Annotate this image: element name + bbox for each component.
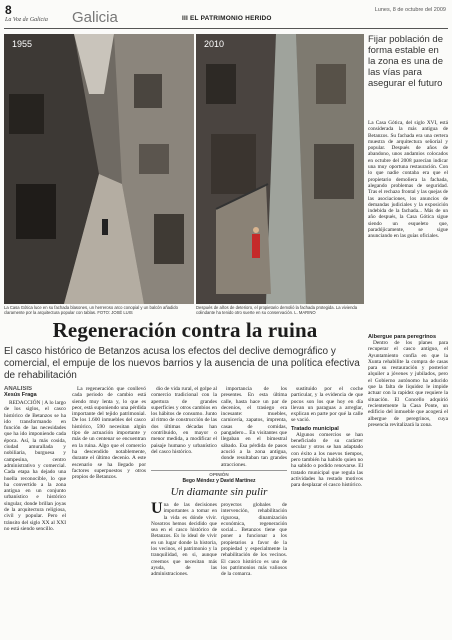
article-column-1 [4,386,66,636]
issue-date: Lunes, 8 de octubre del 2009 [374,7,446,13]
article-column-2 [72,386,146,636]
article-column-5 [291,386,363,636]
drop-cap: U [151,502,163,517]
opinion-column-2 [221,502,287,636]
opinion-label: OPINIÓN [151,470,287,477]
street-photo-new [196,34,364,304]
article-deck: El casco histórico de Betanzos acusa los efectos del declive demográfico y comercial, el empuje de los nuevos barrios y la ausencia de una política efectiva de rehabilitación [4,346,360,381]
article-column-4 [221,386,287,466]
page-number: 8 [5,3,12,17]
sidebar-body: La Casa Gótica, del siglo XVI, está considerada la más antigua de Betanzos. Su fachada era una certera muestra de arquitectura señorial y popular. Después de años de abandono, unos andamios colocados en octubre del 2008 parecían indicar una muy oportuna restauración. Con lo que nadie contaba era que el propietario demoliera la fachada, alegando problemas de seguridad. Tras el rechazo frontal y las quejas de las asociaciones, los anuncios de demandas judiciales y la exposición indebida de la fachada... Más de un año después, la Casa Gótica sigue siendo un esqueleto que, paradójicamente, se sigue anunciando en las guías oficiales. [368,120,448,240]
newspaper-name: La Voz de Galicia [5,17,48,23]
opinion-column-1 [151,502,217,636]
year-label-old: 1955 [12,39,33,49]
article-col5b-text: Algunos comercios se han beneficiado de su carácter secular y otros se han adaptado con éxito a los nuevos tiempos, pero también ha habido quien no ha sabido o podido renovarse. El tratado municipal que regula las actividades ha restado motivos para desplazar el casco histórico. [291,431,363,489]
sidebar-sub-body: Dentro de los planes para recuperar el casco antiguo, el Ayuntamiento confía en que la Xunta rehabilite la compra de casas para su restauración y posterior alquiler a jóvenes y jubilados, pero el Gobierno autónomo ha aducido que la falta de liquidez le impide actuar con la rapidez que requiere la situación. El Concello adquirió recientemente la Casa Ponte, un edificio del inmueble que acogerá el albergue de peregrinos, cuya presencia revitalizará la zona. [368,340,448,428]
article-column-3 [151,386,217,466]
photo-caption-right: Después de años de deterioro, el propietario demolió la fachada protegida. La vivienda colindante ha tenido otro suerte en su conservación. L. MARINO [196,305,358,315]
page-header [4,3,448,29]
article-col3-text: dio de vida rural, el golpe al comercio tradicional con la apertura de grandes superficies y otros cambios en los hábitos de consumo. Junto al ritmo de construcción de las dos últimas décadas han contribuido, en mayor o menor medida, a modificar el paisaje humano y urbanístico del casco histórico. [151,386,217,455]
article-author: Xesús Fraga [4,392,37,398]
article-subhead: Tratado municipal [291,425,339,432]
sidebar-headline: Fijar población de forma estable en la zona es una de las vías para asegurar el futuro [368,34,444,89]
year-label-new: 2010 [204,39,225,49]
series-title: III EL PATRIMONIO HERIDO [182,15,272,22]
article-col4-text: importancia de los presentes. En esta última calle, hasta hace un par de decenios, el trasiego era incesante: muebles, carnicería, zapatos, imprenta, casas de comidas, pangadero... En visitantes que llegaban en el bimestral sábado. Esa pérdida de pasos acució a la zona antigua, donde resultaban tan grandes atracciones. [221,386,287,466]
opinion-authors: Bego Méndez y David Martínez [182,478,256,484]
photo-1955 [4,34,194,304]
section-title: Galicia [72,9,118,26]
opinion-col1-text: na de las decisiones importantes a tomar en la vida es dónde vivir. Nosotros hemos decidido que sea en el casco histórico de Betanzos. Es lo ideal de vivir en un lugar donde la historia, los vecinos, el patrimonio y la tranquilidad, en si, aunque creemos que necesitan más ayuda, de las administraciones. [151,502,217,578]
street-photo-old [4,34,194,304]
photo-2010 [196,34,364,304]
opinion-title: Un diamante sin pulir [170,486,268,498]
opinion-box [151,470,287,636]
sidebar-column-lower [368,332,448,636]
article-col2-text: La regeneración que conllevó cada periodo de cambio está siendo muy lenta y, lo que es peor, está suponiendo una pérdida importante del tejido patrimonial. De los 1.600 inmuebles del casco histórico, 590 necesitan algún tipo de actuación importante y más de un centenar se encuentran en la ruina. Algo que el comercio ha descendido notablemente, durante el último decenio. A este escenario se ha llegado por factores superpuestos y otros propios de Betanzos. [72,386,146,481]
photo-caption-left: La Casa Gótica luce en su fachada blasones, un herreroso arco conopial y un balcón añadido claramente por la arquitectura popular con tablas. FOTO: JOSÉ LUIS [4,305,178,315]
article-col5-text: sustituido por el coche particular, y la evidencia de que pocos son los que hoy en día llevan un paraguas a arreglar, explican en parte por qué la calle se vació. [291,386,363,424]
opinion-col2-text: proyectos globales de intervención, rehabilitación rigurosa, dinamización económica, regeneración social... Betanzos tiene que poner a funcionar a los propietarios a favor de la propiedad y especialmente la rehabilitación de los vecinos. El casco histórico es uno de los patrimonios más valiosos de la comarca. [221,502,287,578]
article-kicker: ANÁLISIS [4,386,33,392]
article-headline: Regeneración contra la ruina [52,318,318,342]
sidebar-subhead: Albergue para peregrinos [368,334,437,340]
article-col1-text: REDACCIÓN | A lo largo de los siglos, el casco histórico de Betanzos se ha ido transformando en función de las necesidades que ha ido imponiendo cada época. Así, la más cosida, ciudad amurallada y nobiliaria, burguesa y campesina, centro administrativo y comercial. Cada etapa ha dejado una huella reconocible, lo que ha convertido a la zona antigua en un conjunto urbanístico e histórico singular, donde brillan joyas de la arquitectura religiosa, civil y popular. Pero el tránsito del siglo XX al XXI no está siendo sencillo. [4,400,66,532]
